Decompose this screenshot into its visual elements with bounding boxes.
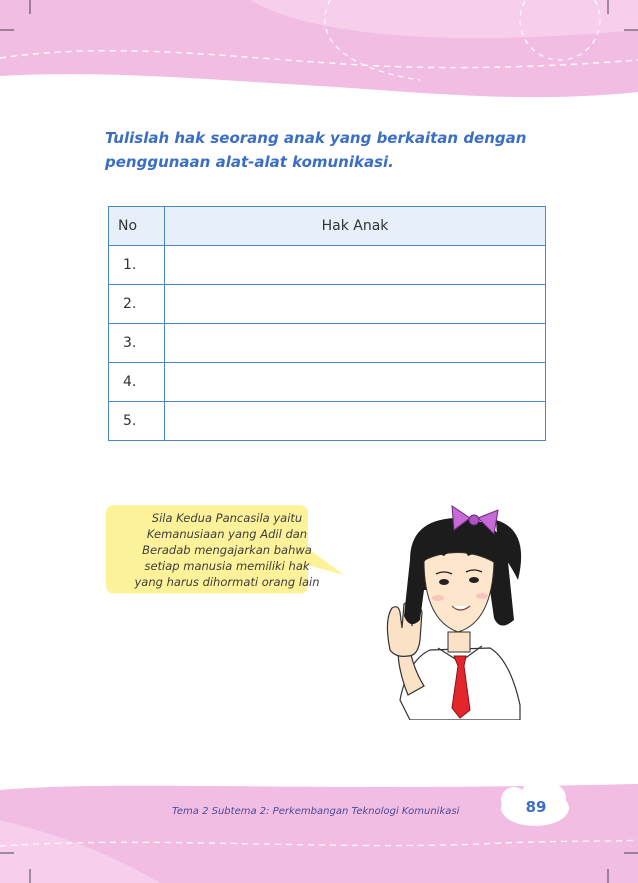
- table-row: [109, 402, 546, 441]
- answer-cell[interactable]: [165, 402, 546, 441]
- girl-illustration: [380, 500, 530, 720]
- speech-bubble-text: [112, 510, 342, 590]
- table-row: [109, 363, 546, 402]
- row-number: 3.: [109, 324, 165, 363]
- face: [424, 552, 494, 632]
- header-hak-anak: Hak Anak: [165, 207, 546, 246]
- table-header-row: [109, 207, 546, 246]
- bubble-line: Beradab mengajarkan bahwa: [142, 543, 312, 557]
- right-eye: [469, 577, 479, 583]
- answer-cell[interactable]: [165, 324, 546, 363]
- row-number: 1.: [109, 246, 165, 285]
- row-number: 2.: [109, 285, 165, 324]
- table-row: [109, 246, 546, 285]
- answer-cell[interactable]: [165, 363, 546, 402]
- header-no: No: [109, 207, 165, 246]
- bubble-line: Sila Kedua Pancasila yaitu: [151, 511, 303, 525]
- bubble-line: yang harus dihormati orang lain: [134, 575, 320, 589]
- bubble-line: setiap manusia memiliki hak: [144, 559, 310, 573]
- page-number: 89: [525, 798, 547, 816]
- bubble-line: Kemanusiaan yang Adil dan: [146, 527, 308, 541]
- answer-cell[interactable]: [165, 246, 546, 285]
- table-row: [109, 324, 546, 363]
- instruction-text: [105, 126, 555, 174]
- left-eye: [439, 579, 449, 585]
- answer-cell[interactable]: [165, 285, 546, 324]
- row-number: 5.: [109, 402, 165, 441]
- instruction-line-1: Tulislah hak seorang anak yang berkaitan dengan: [105, 129, 527, 147]
- hak-anak-table: [108, 206, 546, 441]
- row-number: 4.: [109, 363, 165, 402]
- table-row: [109, 285, 546, 324]
- instruction-line-2: penggunaan alat-alat komunikasi.: [105, 153, 394, 171]
- footer-title: Tema 2 Subtema 2: Perkembangan Teknologi Komunikasi: [172, 806, 460, 817]
